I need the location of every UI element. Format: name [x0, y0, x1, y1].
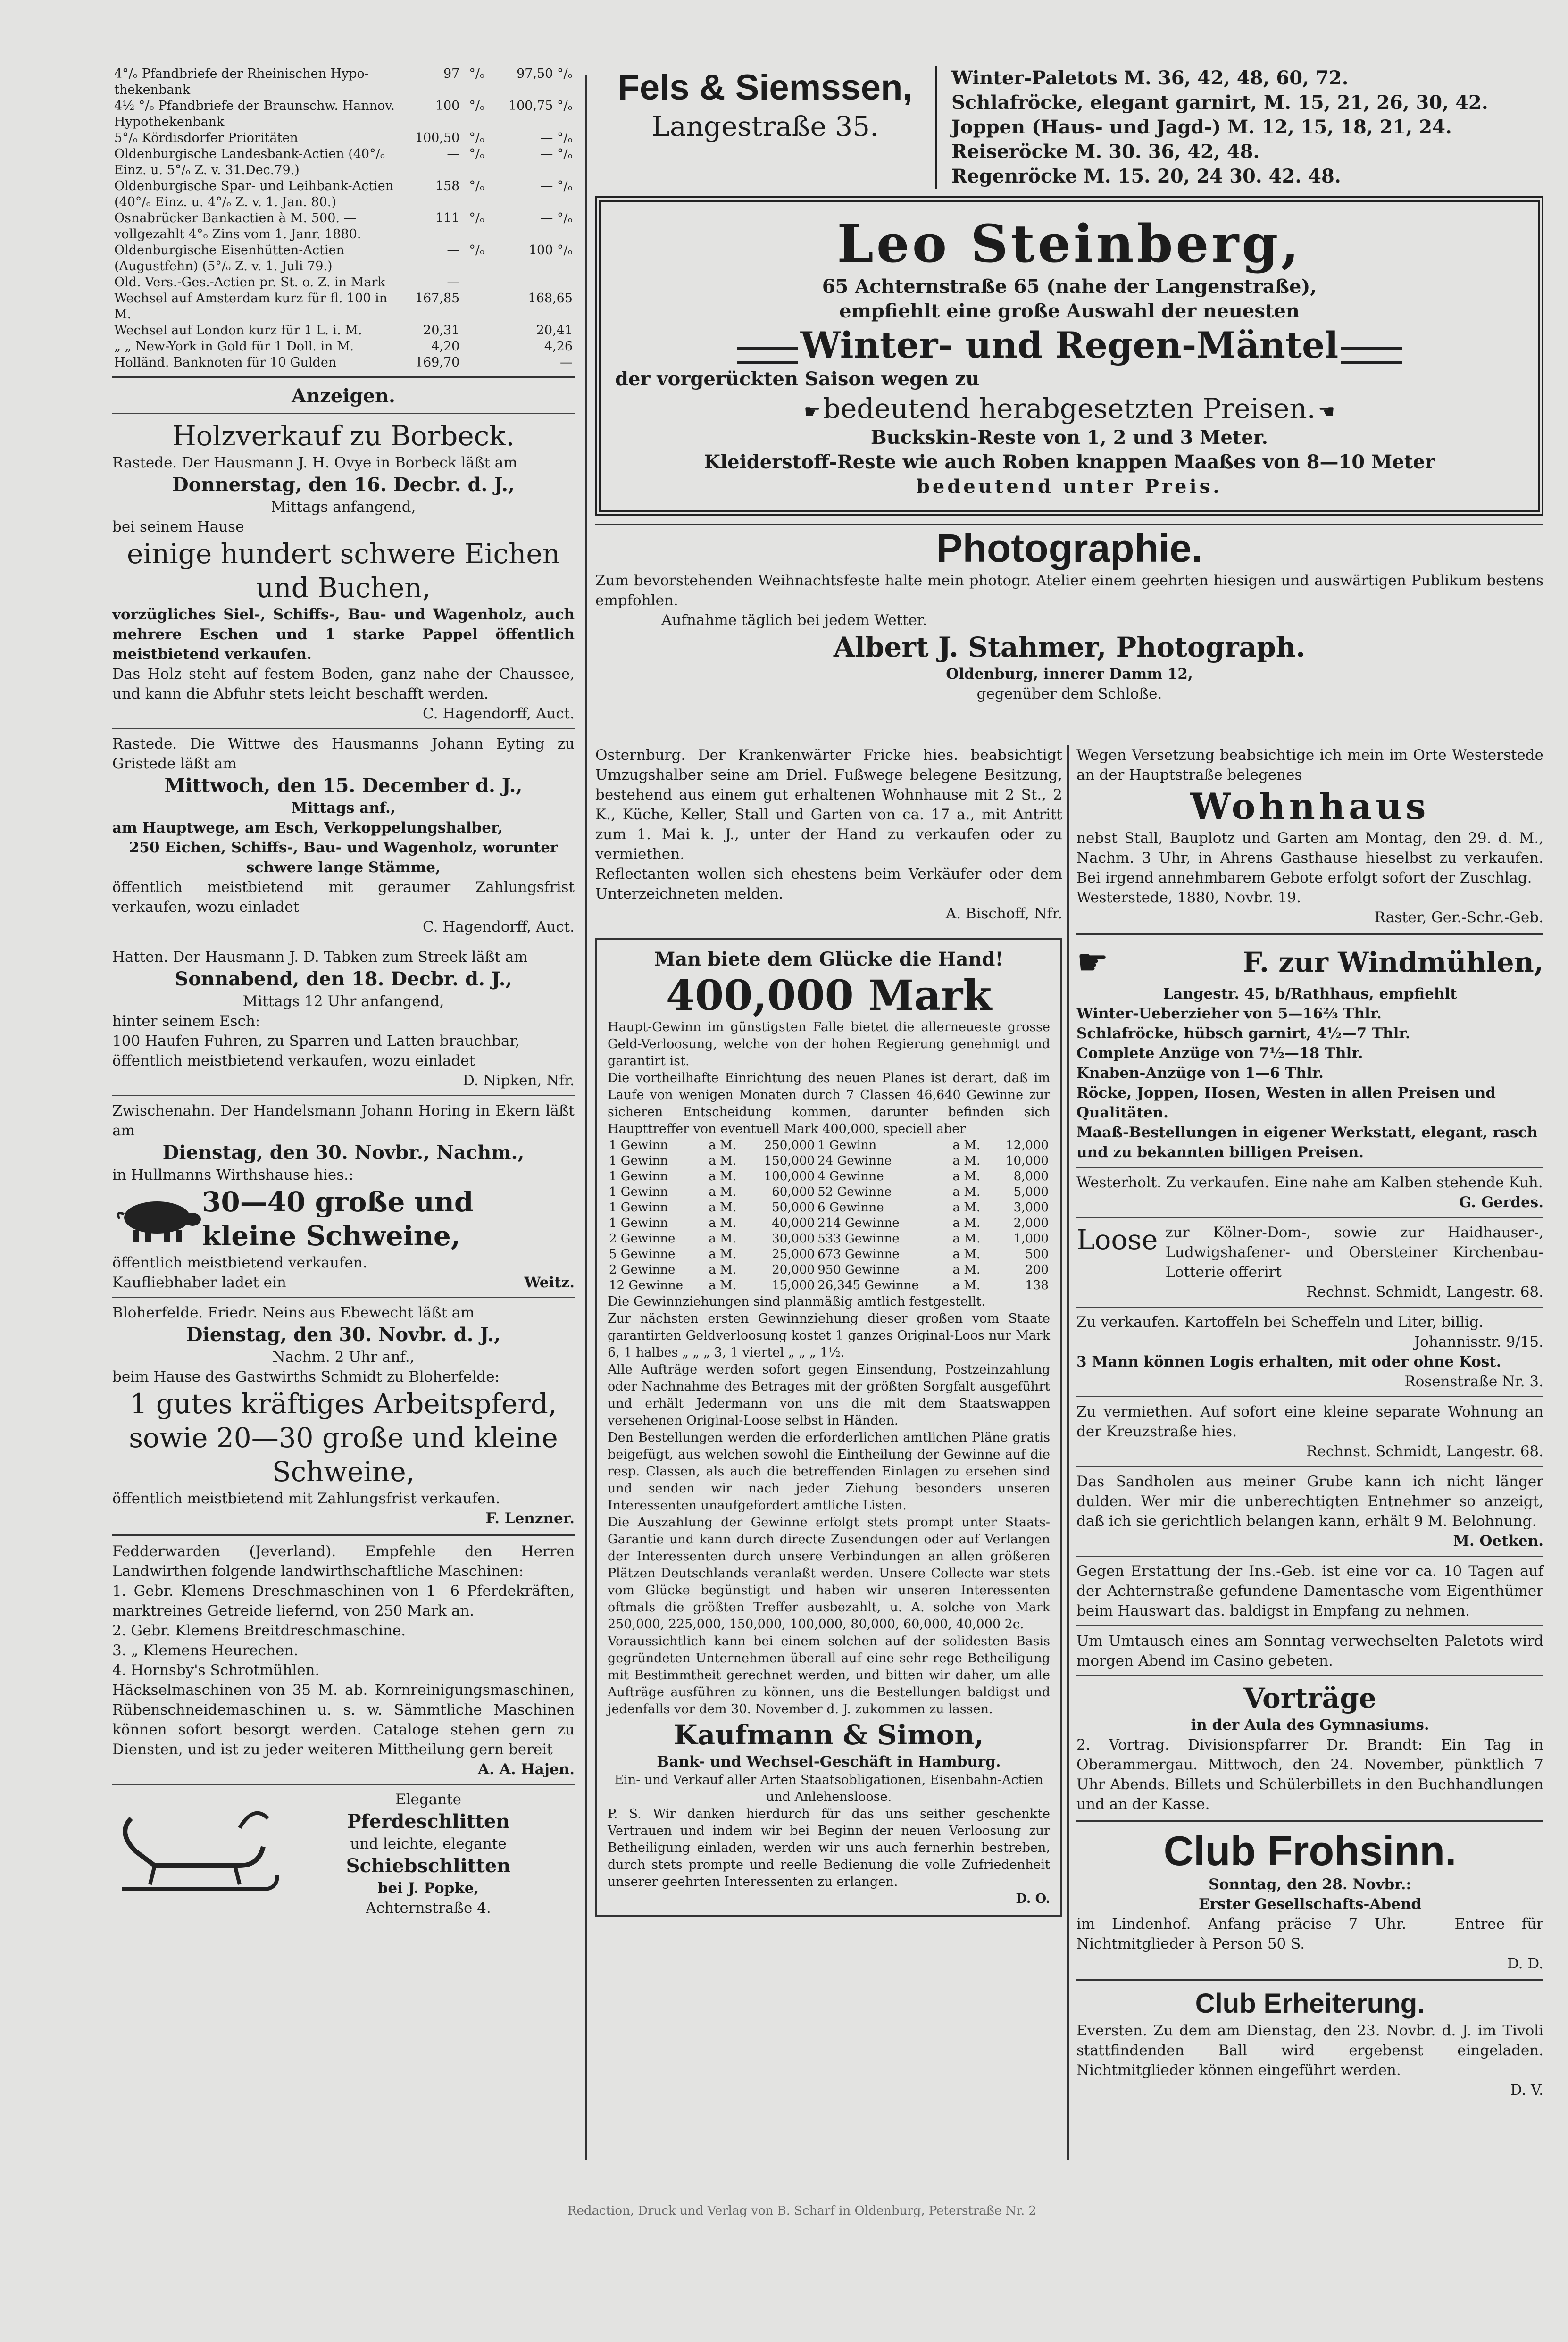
- kurs-cell: 100,75 °/ₒ: [508, 99, 573, 113]
- lottery-prize-row: [608, 1200, 1050, 1216]
- lottery-prize-cell: 6 Gewinne: [817, 1200, 884, 1215]
- kurs-cell: [461, 291, 486, 323]
- kurs-cell: Oldenburgische Landesbank-Actien (40°/ₒ Einz. u. 5°/ₒ Z. v. 31.Dec.79.): [114, 147, 385, 177]
- lottery-prize-cell: 138: [1025, 1278, 1049, 1292]
- kurs-cell: 4,20: [431, 339, 460, 354]
- holz-text-4: Das Holz steht auf festem Boden, ganz nahe der Chaussee, und kann die Abfuhr stets leicht beschafft werden.: [112, 666, 579, 702]
- kurs-cell: — °/ₒ: [540, 131, 573, 145]
- fels-price-item: Winter-Paletots M. 36, 42, 48, 60, 72.: [951, 67, 1349, 89]
- kurs-cell: 168,65: [528, 291, 573, 306]
- leo-price-row: [615, 392, 1524, 425]
- lottery-prize-cell: 2 Gewinne: [609, 1232, 676, 1246]
- photo-address-2: gegenüber dem Schloße.: [976, 685, 1162, 702]
- kurs-row: [112, 275, 575, 291]
- kurs-cell: —: [447, 243, 460, 258]
- lottery-prize-cell: 1 Gewinn: [609, 1200, 668, 1215]
- leo-text-5: Kleiderstoff-Reste wie auch Roben knappen Maaßes von 8—10 Meter: [704, 451, 1435, 473]
- leo-headline-row: [615, 324, 1524, 367]
- ost-text-1: Osternburg. Der Krankenwärter Fricke hies. beabsichtigt Umzugshalber seine am Driel. Fußwege belegene Besitzung, bestehend aus einem gut erhaltenen Wohnhause mit 2 St., 2 K., Küche, Keller, Stall und Garten von ca. 17 a., mit Antritt zum 1. Mai k. J., unter der Hand zu verkaufen oder zu vermiethen.: [595, 747, 1067, 863]
- lottery-prize-row: [608, 1138, 1050, 1153]
- kurs-cell: —: [560, 355, 573, 370]
- zw-date: Dienstag, den 30. Novbr., Nachm.,: [162, 1142, 525, 1164]
- wm-price-item: Complete Anzüge von 7½—18 Thlr.: [1076, 1045, 1363, 1062]
- kurs-cell: °/ₒ: [469, 179, 485, 193]
- blo-time: Nachm. 2 Uhr anf.,: [272, 1349, 415, 1366]
- lottery-prize-cell: 5 Gewinne: [609, 1247, 676, 1261]
- eyting-text-1: Rastede. Die Wittwe des Hausmanns Johann Eyting zu Gristede läßt am: [112, 735, 579, 772]
- lottery-prize-cell: 30,000: [772, 1232, 815, 1246]
- lottery-prize-cell: a M.: [709, 1200, 736, 1215]
- kurs-cell: 4°/ₒ Pfandbriefe der Rheinischen Hypo-thekenbank: [114, 67, 369, 97]
- lottery-prize-cell: 200: [1025, 1263, 1049, 1277]
- lottery-prize-cell: 250,000: [764, 1138, 815, 1152]
- kurs-cell: 100: [435, 99, 460, 113]
- sleigh-line-3: und leichte, elegante: [350, 1835, 507, 1852]
- kurs-cell: °/ₒ: [469, 99, 485, 113]
- holz-text-2: bei seinem Hause: [112, 518, 244, 535]
- lottery-ad: [595, 938, 1062, 1917]
- kurs-cell: °/ₒ: [469, 211, 485, 225]
- kurs-cell: 4,26: [544, 339, 573, 354]
- lottery-prize-cell: a M.: [952, 1278, 981, 1292]
- lottery-signature: D. O.: [1016, 1892, 1050, 1906]
- kart-signature: Johannisstr. 9/15.: [1414, 1334, 1543, 1350]
- wm-name: F. zur Windmühlen,: [1243, 946, 1543, 978]
- holz-text-1: Rastede. Der Hausmann J. H. Ovye in Borbeck läßt am: [112, 454, 517, 471]
- holz-signature: C. Hagendorff, Auct.: [423, 705, 575, 722]
- sleigh-line-2: Pferdeschlitten: [347, 1810, 510, 1833]
- leo-text-6: bedeutend unter Preis.: [916, 475, 1223, 498]
- kurs-row: [112, 291, 575, 323]
- hatten-text-4: öffentlich meistbietend verkaufen, wozu einladet: [112, 1052, 475, 1069]
- kurs-cell: [461, 275, 486, 291]
- eyting-time: Mittags anf.,: [291, 800, 396, 817]
- lottery-text-6: Den Bestellungen werden die erforderlichen amtlichen Pläne gratis beigefügt, aus welchen sowohl die Eintheilung der Gewinne auf die resp. Classen, als auch die betreffenden Einlagen zu ersehen sind und senden wir nach jeder Ziehung besonders unseren Interessenten unaufgefordert amtliche Listen.: [608, 1430, 1050, 1513]
- top-span: [595, 66, 1548, 741]
- blo-headline: 1 gutes kräftiges Arbeitspferd, sowie 20—30 große und kleine Schweine,: [129, 1388, 558, 1488]
- lottery-prize-cell: a M.: [952, 1200, 981, 1215]
- column-rule-2: [1067, 745, 1069, 2160]
- fed-machine-item: 1. Gebr. Klemens Dreschmaschinen von 1—6 Pferdekräften, marktreines Getreide liefernd, von 250 Mark an.: [112, 1583, 579, 1619]
- fed-machine-item: 3. „ Klemens Heurechen.: [112, 1642, 299, 1659]
- fels-price-item: Regenröcke M. 15. 20, 24 30. 42. 48.: [951, 165, 1341, 187]
- eyting-date: Mittwoch, den 15. December d. J.,: [164, 775, 523, 797]
- wm-price-item: Winter-Ueberzieher von 5—16⅔ Thlr.: [1076, 1005, 1382, 1022]
- logis-text: 3 Mann können Logis erhalten, mit oder ohne Kost.: [1076, 1353, 1501, 1370]
- lottery-prize-cell: 1 Gewinn: [609, 1154, 668, 1168]
- kurs-cell: [461, 323, 486, 339]
- sleigh-line-1: Elegante: [395, 1791, 461, 1808]
- kurs-cell: 111: [435, 211, 460, 225]
- holz-date: Donnerstag, den 16. Decbr. d. J.,: [172, 474, 515, 496]
- lottery-prize-cell: a M.: [709, 1169, 736, 1184]
- photo-title: Photographie.: [936, 526, 1203, 570]
- eyting-signature: C. Hagendorff, Auct.: [423, 918, 575, 935]
- lottery-prize-cell: 1 Gewinn: [609, 1216, 668, 1230]
- blo-date: Dienstag, den 30. Novbr. d. J.,: [186, 1324, 501, 1346]
- kurs-row: [112, 323, 575, 339]
- kurs-cell: 20,31: [423, 323, 460, 338]
- double-bar-left-icon: [737, 347, 798, 364]
- kurs-cell: — °/ₒ: [540, 147, 573, 161]
- kurs-row: [112, 178, 575, 210]
- kurs-row: [112, 242, 575, 275]
- printer-footer: Redaction, Druck und Verlag von B. Scharf in Oldenburg, Peterstraße Nr. 2: [567, 2204, 1037, 2218]
- loose-signature: Rechnst. Schmidt, Langestr. 68.: [1306, 1284, 1543, 1300]
- lottery-prize-cell: a M.: [952, 1263, 981, 1277]
- kurs-cell: Wechsel auf Amsterdam kurz für fl. 100 in M.: [114, 291, 388, 322]
- vortraege-subtitle: in der Aula des Gymnasiums.: [1191, 1717, 1429, 1734]
- kurs-cell: Oldenburgische Spar- und Leihbank-Actien (40°/ₒ Einz. u. 4°/ₒ Z. v. 1. Jan. 80.): [114, 179, 394, 209]
- photo-address: Oldenburg, innerer Damm 12,: [946, 666, 1193, 683]
- zw-headline: 30—40 große und kleine Schweine,: [202, 1186, 474, 1252]
- eyting-text-3: 250 Eichen, Schiffs-, Bau- und Wagenholz, worunter schwere lange Stämme,: [129, 839, 563, 876]
- sand-text: Das Sandholen aus meiner Grube kann ich nicht länger dulden. Wer mir die unberechtigten Entnehmer so anzeigt, daß ich sie gerichtlich belangen kann, erhält 9 M. Belohnung.: [1076, 1473, 1548, 1530]
- fels-address: Langestraße 35.: [651, 110, 879, 142]
- lottery-text-5: Alle Aufträge werden sofort gegen Einsendung, Postzeinzahlung oder Nachnahme des Betrages mit der größten Sorgfalt ausgeführt und erhält Jedermann von uns die mit dem Staatswappen versehenen Original-Loose selbst in Händen.: [608, 1362, 1050, 1428]
- lottery-prize-cell: 12,000: [1006, 1138, 1049, 1152]
- kurs-cell: 100,50: [415, 131, 460, 145]
- sleigh-line-4: Schiebschlitten: [346, 1855, 511, 1877]
- blo-text-3: öffentlich meistbietend mit Zahlungsfrist verkaufen.: [112, 1490, 500, 1507]
- kurs-cell: 4½ °/ₒ Pfandbriefe der Braunschw. Hannov. Hypothekenbank: [114, 99, 395, 129]
- double-bar-right-icon: [1341, 347, 1402, 364]
- kurs-row: [112, 355, 575, 371]
- lottery-prize-cell: a M.: [952, 1216, 981, 1230]
- kurs-cell: —: [447, 147, 460, 161]
- loose-headline: Loose: [1076, 1224, 1158, 1256]
- ws-signature: Raster, Ger.-Schr.-Geb.: [1374, 909, 1543, 926]
- lottery-prize-cell: a M.: [709, 1154, 736, 1168]
- leo-text-2: der vorgerückten Saison wegen zu: [615, 368, 980, 390]
- club-erheiterung-signature: D. V.: [1510, 2082, 1543, 2099]
- lottery-prize-cell: 1 Gewinn: [609, 1169, 668, 1184]
- kurs-cell: [461, 355, 486, 371]
- hatten-text-2: hinter seinem Esch:: [112, 1013, 260, 1030]
- middle-column: [595, 745, 1067, 2156]
- kurs-cell: [461, 339, 486, 355]
- leo-steinberg-ad: [595, 196, 1543, 516]
- zw-text-3: öffentlich meistbietend verkaufen.: [112, 1254, 367, 1271]
- dame-text: Gegen Erstattung der Ins.-Geb. ist eine vor ca. 10 Tagen auf der Achternstraße gefundene Damentasche vom Eigenthümer beim Hauswart das. baldigst in Empfang zu nehmen.: [1076, 1563, 1548, 1619]
- lottery-prize-cell: 150,000: [764, 1154, 815, 1168]
- kurs-cell: °/ₒ: [469, 147, 485, 161]
- blo-signature: F. Lenzner.: [485, 1510, 575, 1527]
- kurs-cell: „ „ New-York in Gold für 1 Doll. in M.: [114, 339, 354, 354]
- holz-title: Holzverkauf zu Borbeck.: [172, 420, 515, 452]
- blo-text-1: Bloherfelde. Friedr. Neins aus Ebewecht läßt am: [112, 1304, 475, 1321]
- ws-text-2: nebst Stall, Bauplotz und Garten am Montag, den 29. d. M., Nachm. 3 Uhr, in Ahrens Gasthause hieselbst zu verkaufen. Bei irgend annehmbarem Gebote erfolgt sofort der Zuschlag.: [1076, 830, 1548, 886]
- wm-header: [1076, 941, 1543, 984]
- lottery-prize-cell: 2,000: [1013, 1216, 1049, 1230]
- kurs-cell: Oldenburgische Eisenhütten-Actien (Augustfehn) (5°/ₒ Z. v. 1. Juli 79.): [114, 243, 344, 274]
- lottery-prize-row: [608, 1153, 1050, 1169]
- lottery-prize-cell: 52 Gewinne: [817, 1185, 892, 1199]
- zw-headline-row: [112, 1185, 575, 1253]
- lottery-prize-cell: 40,000: [772, 1216, 815, 1230]
- kurs-cell: — °/ₒ: [540, 179, 573, 193]
- club-erheiterung-title: Club Erheiterung.: [1195, 1988, 1425, 2019]
- kurs-row: [112, 66, 575, 98]
- column-rule-1: [585, 75, 587, 2160]
- lottery-text-4: Zur nächsten ersten Gewinnziehung dieser großen vom Staate garantirten Geldverloosung kostet 1 ganzes Original-Loos nur Mark 6, 1 halbes „ „ „ 3, 1 viertel „ „ „ 1½.: [608, 1311, 1050, 1360]
- lottery-prize-table: [608, 1138, 1050, 1293]
- lottery-prize-cell: a M.: [952, 1247, 981, 1261]
- lottery-prize-cell: 25,000: [772, 1247, 815, 1261]
- zw-text-4: Kaufliebhaber ladet ein: [112, 1274, 286, 1291]
- lottery-prize-cell: 500: [1025, 1247, 1049, 1261]
- ws-text-3: Westerstede, 1880, Novbr. 19.: [1076, 889, 1301, 906]
- hatten-text-3: 100 Haufen Fuhren, zu Sparren und Latten brauchbar,: [112, 1033, 520, 1050]
- lottery-prize-row: [608, 1216, 1050, 1231]
- lottery-prize-cell: 100,000: [764, 1169, 815, 1184]
- lottery-prize-cell: 4 Gewinne: [817, 1169, 884, 1184]
- wh-text: Westerholt. Zu verkaufen. Eine nahe am Kalben stehende Kuh.: [1076, 1174, 1543, 1191]
- sleigh-icon: [112, 1800, 282, 1908]
- sleigh-line-5: bei J. Popke,: [377, 1880, 479, 1897]
- photo-text-2: Aufnahme täglich bei jedem Wetter.: [661, 612, 927, 629]
- lottery-prize-cell: 8,000: [1013, 1169, 1049, 1184]
- pointing-hand-left-icon: ☛: [803, 401, 821, 423]
- lottery-prize-cell: 1 Gewinn: [609, 1138, 668, 1152]
- lottery-prize-cell: 15,000: [772, 1278, 815, 1292]
- kurs-cell: °/ₒ: [469, 243, 485, 258]
- lottery-prize-cell: a M.: [709, 1216, 736, 1230]
- kurs-cell: — °/ₒ: [540, 211, 573, 225]
- lottery-text-8: Voraussichtlich kann bei einem solchen auf der solidesten Basis gegründeten Unternehmen überall auf eine sehr rege Betheiligung mit Bestimmtheit gerechnet werden, und bitten wir daher, um alle Aufträge ausführen zu können, uns die Bestellungen baldigst und jedenfalls vor dem 30. November d. J. zukommen zu lassen.: [608, 1634, 1050, 1717]
- fels-name: Fels & Siemssen,: [617, 67, 913, 108]
- vortraege-title: Vorträge: [1243, 1682, 1376, 1714]
- kurs-cell: Osnabrücker Bankactien à M. 500. — vollgezahlt 4°ₒ Zins vom 1. Janr. 1880.: [114, 211, 361, 242]
- lottery-prize-cell: a M.: [952, 1232, 981, 1246]
- kurs-cell: 20,41: [536, 323, 573, 338]
- club-frohsinn-date: Sonntag, den 28. Novbr.:: [1209, 1876, 1411, 1893]
- kurs-cell: —: [447, 275, 460, 290]
- club-frohsinn-signature: D. D.: [1507, 1955, 1543, 1972]
- lottery-prize-cell: a M.: [952, 1138, 981, 1152]
- lottery-heading: Man biete dem Glücke die Hand!: [654, 948, 1004, 970]
- lottery-prize-cell: 673 Gewinne: [817, 1247, 900, 1261]
- lottery-prize-row: [608, 1247, 1050, 1262]
- left-column: [112, 66, 580, 2184]
- eyting-text-2: am Hauptwege, am Esch, Verkoppelungshalber,: [112, 819, 503, 836]
- lottery-text-9: Ein- und Verkauf aller Arten Staatsobligationen, Eisenbahn-Actien und Anlehensloose.: [614, 1773, 1043, 1804]
- lottery-prize-row: [608, 1262, 1050, 1278]
- leo-headline: Winter- und Regen-Mäntel: [800, 324, 1339, 366]
- kurs-row: [112, 339, 575, 355]
- kurs-cell: [486, 275, 575, 291]
- kurs-cell: °/ₒ: [469, 67, 485, 81]
- club-frohsinn-text: im Lindenhof. Anfang präcise 7 Uhr. — Entree für Nichtmitglieder à Person 50 S.: [1076, 1916, 1548, 1952]
- sleigh-line-6: Achternstraße 4.: [366, 1900, 491, 1917]
- lottery-text-10: P. S. Wir danken hierdurch für das uns seither geschenkte Vertrauen und indem wir bei Beginn der neuen Verloosung zur Betheiligung einladen, werden wir uns auch fernerhin bestreben, durch stets prompte und reelle Bedienung die volle Zufriedenheit unserer geehrten Interessenten zu erlangen.: [608, 1807, 1050, 1889]
- logis-signature: Rosenstraße Nr. 3.: [1404, 1373, 1543, 1390]
- zw-sign-row: [112, 1273, 575, 1292]
- anzeigen-heading: Anzeigen.: [292, 385, 395, 407]
- zw-signature: Weitz.: [524, 1274, 575, 1291]
- hatten-date: Sonnabend, den 18. Decbr. d. J.,: [175, 968, 512, 990]
- lottery-prize-cell: 5,000: [1013, 1185, 1049, 1199]
- fed-machine-item: 4. Hornsby's Schrotmühlen.: [112, 1662, 320, 1679]
- wm-price-item: Schlafröcke, hübsch garnirt, 4½—7 Thlr.: [1076, 1025, 1410, 1042]
- leo-text-3: bedeutend herabgesetzten Preisen.: [823, 392, 1316, 425]
- lottery-prize-cell: a M.: [952, 1169, 981, 1184]
- holz-headline: einige hundert schwere Eichen und Buchen,: [126, 538, 560, 604]
- wh-signature: G. Gerdes.: [1459, 1194, 1543, 1211]
- photo-name: Albert J. Stahmer, Photograph.: [833, 631, 1306, 663]
- lottery-firm: Kaufmann & Simon,: [674, 1719, 984, 1751]
- wm-price-item: Röcke, Joppen, Hosen, Westen in allen Preisen und Qualitäten.: [1076, 1084, 1501, 1121]
- fed-text-1: Fedderwarden (Jeverland). Empfehle den Herren Landwirthen folgende landwirthschaftliche Maschinen:: [112, 1543, 579, 1580]
- kurs-cell: 97: [443, 67, 460, 81]
- lottery-prize-cell: 20,000: [772, 1263, 815, 1277]
- fels-ad: [595, 66, 1543, 189]
- fels-price-item: Schlafröcke, elegant garnirt, M. 15, 21, 26, 30, 42.: [951, 92, 1488, 114]
- umtausch-text: Um Umtausch eines am Sonntag verwechselten Paletots wird morgen Abend im Casino gebeten.: [1076, 1633, 1548, 1669]
- lottery-prize-row: [608, 1184, 1050, 1200]
- wm-price-item: Knaben-Anzüge von 1—6 Thlr.: [1076, 1065, 1324, 1082]
- lottery-prize-cell: 24 Gewinne: [817, 1154, 892, 1168]
- lottery-prize-cell: 950 Gewinne: [817, 1263, 900, 1277]
- leo-text-4: Buckskin-Reste von 1, 2 und 3 Meter.: [870, 426, 1268, 449]
- sand-signature: M. Oetken.: [1453, 1533, 1543, 1550]
- ost-text-2: Reflectanten wollen sich ehestens beim Verkäufer oder dem Unterzeichneten melden.: [595, 866, 1067, 902]
- fed-text-2: Häckselmaschinen von 35 M. ab. Kornreinigungsmaschinen, Rübenschneidemaschinen u. s. w. Sämmtliche Maschinen können sofort besorgt werden. Cataloge stehen gern zu Diensten, und ist zu jeder weiteren Mittheilung gern bereit: [112, 1682, 579, 1758]
- blo-text-2: beim Hause des Gastwirths Schmidt zu Bloherfelde:: [112, 1368, 500, 1385]
- lottery-amount: 400,000 Mark: [666, 971, 992, 1020]
- lottery-prize-cell: a M.: [709, 1247, 736, 1261]
- lottery-prize-cell: 60,000: [772, 1185, 815, 1199]
- kurs-cell: 97,50 °/ₒ: [517, 67, 573, 81]
- zw-text-1: Zwischenahn. Der Handelsmann Johann Horing in Ekern läßt am: [112, 1102, 579, 1139]
- lottery-prize-cell: 26,345 Gewinne: [817, 1278, 919, 1292]
- ost-signature: A. Bischoff, Nfr.: [945, 905, 1062, 922]
- kurs-row: [112, 130, 575, 146]
- lottery-prize-cell: 1,000: [1013, 1232, 1049, 1246]
- verm-text: Zu vermiethen. Auf sofort eine kleine separate Wohnung an der Kreuzstraße hies.: [1076, 1403, 1548, 1440]
- wm-price-list: [1076, 1004, 1543, 1123]
- lottery-prize-cell: 533 Gewinne: [817, 1232, 900, 1246]
- loose-ad: [1076, 1223, 1548, 1282]
- hatten-time: Mittags 12 Uhr anfangend,: [242, 993, 444, 1010]
- kurs-cell: 167,85: [415, 291, 460, 306]
- club-frohsinn-title: Club Frohsinn.: [1163, 1827, 1457, 1874]
- kurs-row: [112, 98, 575, 130]
- pointing-hand-icon: ☛: [1076, 941, 1109, 983]
- ws-text-1: Wegen Versetzung beabsichtige ich mein im Orte Westerstede an der Hauptstraße belegenes: [1076, 747, 1548, 783]
- lottery-prize-cell: 12 Gewinne: [609, 1278, 683, 1292]
- kurs-row: [112, 146, 575, 178]
- lottery-firm-2: Bank- und Wechsel-Geschäft in Hamburg.: [657, 1753, 1001, 1770]
- lottery-prize-cell: 50,000: [772, 1200, 815, 1215]
- kart-text: Zu verkaufen. Kartoffeln bei Scheffeln und Liter, billig.: [1076, 1314, 1484, 1331]
- ws-headline: Wohnhaus: [1190, 785, 1430, 827]
- wm-address: Langestr. 45, b/Rathhaus, empfiehlt: [1163, 985, 1457, 1002]
- holz-time: Mittags anfangend,: [271, 499, 416, 516]
- kurs-cell: Wechsel auf London kurz für 1 L. i. M.: [114, 323, 362, 338]
- fed-signature: A. A. Hajen.: [478, 1761, 575, 1778]
- fels-price-item: Joppen (Haus- und Jagd-) M. 12, 15, 18, 21, 24.: [951, 116, 1452, 138]
- kurs-cell: Old. Vers.-Ges.-Actien pr. St. o. Z. in Mark: [114, 275, 385, 290]
- lottery-prize-cell: a M.: [709, 1232, 736, 1246]
- sleigh-text: [282, 1790, 575, 1918]
- kurs-row: [112, 210, 575, 242]
- fels-price-list: [937, 66, 1543, 189]
- fed-machine-list: [112, 1581, 579, 1680]
- lottery-prize-row: [608, 1278, 1050, 1293]
- fels-left: [595, 66, 937, 189]
- club-frohsinn-event: Erster Gesellschafts-Abend: [1198, 1896, 1422, 1913]
- lottery-prize-cell: 214 Gewinne: [817, 1216, 900, 1230]
- lottery-prize-cell: 1 Gewinn: [609, 1185, 668, 1199]
- kurs-cell: 100 °/ₒ: [528, 243, 573, 258]
- loose-text: zur Kölner-Dom-, sowie zur Haidhauser-, Ludwigshafener- und Obersteiner Kirchenbau-Lotterie offerirt: [1165, 1224, 1548, 1281]
- eyting-text-4: öffentlich meistbietend mit geraumer Zahlungsfrist verkaufen, wozu einladet: [112, 879, 579, 916]
- fels-price-item: Reiseröcke M. 30. 36, 42, 48.: [951, 141, 1260, 163]
- sleigh-ad: [112, 1790, 575, 1918]
- lottery-text-1: Haupt-Gewinn im günstigsten Falle bietet die allerneueste grosse Geld-Verloosung, welche von der hohen Regierung genehmigt und garantirt ist.: [608, 1020, 1050, 1068]
- kurs-cell: 158: [435, 179, 460, 193]
- lottery-prize-cell: a M.: [952, 1185, 981, 1199]
- holz-text-3: vorzügliches Siel-, Schiffs-, Bau- und Wagenholz, auch mehrere Eschen und 1 starke Pappel öffentlich meistbietend verkaufen.: [112, 606, 580, 663]
- lottery-text-2: Die vortheilhafte Einrichtung des neuen Planes ist derart, daß im Laufe von wenigen Monaten durch 7 Classen 46,640 Gewinne zur sicheren Entscheidung kommen, darunter befinden sich Haupttreffer von eventuell Mark 400,000, speciell aber: [608, 1071, 1050, 1136]
- lottery-text-3: Die Gewinnziehungen sind planmäßig amtlich festgestellt.: [608, 1294, 985, 1309]
- lottery-prize-cell: 10,000: [1006, 1154, 1049, 1168]
- hatten-text-1: Hatten. Der Hausmann J. D. Tabken zum Streek läßt am: [112, 949, 528, 966]
- lottery-prize-cell: 2 Gewinne: [609, 1263, 676, 1277]
- hatten-signature: D. Nipken, Nfr.: [462, 1072, 575, 1089]
- lottery-prize-cell: a M.: [709, 1138, 736, 1152]
- lottery-prize-row: [608, 1231, 1050, 1247]
- club-erheiterung-text: Eversten. Zu dem am Dienstag, den 23. Novbr. d. J. im Tivoli stattfindenden Ball wird ergebenst eingeladen. Nichtmitglieder können eingeführt werden.: [1076, 2022, 1548, 2079]
- photo-text-1: Zum bevorstehenden Weihnachtsfeste halte mein photogr. Atelier einem geehrten hiesigen und auswärtigen Publikum bestens empfohlen.: [595, 572, 1548, 609]
- lottery-prize-cell: a M.: [709, 1185, 736, 1199]
- kurs-cell: Holländ. Banknoten für 10 Gulden: [114, 355, 337, 370]
- zw-text-2: in Hullmanns Wirthshause hies.:: [112, 1167, 354, 1184]
- vortraege-text: 2. Vortrag. Divisionspfarrer Dr. Brandt: Ein Tag in Oberammergau. Mittwoch, den 24. November, pünktlich 7 Uhr Abends. Billets und Schülerbillets in den Buchhandlungen und an der Kasse.: [1076, 1736, 1548, 1813]
- kurs-cell: 5°/ₒ Kördisdorfer Prioritäten: [114, 131, 298, 145]
- lottery-prize-row: [608, 1169, 1050, 1184]
- fed-machine-item: 2. Gebr. Klemens Breitdreschmaschine.: [112, 1622, 406, 1639]
- lottery-prize-cell: a M.: [709, 1263, 736, 1277]
- leo-address: 65 Achternstraße 65 (nahe der Langenstraße),: [822, 275, 1317, 298]
- pig-icon: [112, 1193, 202, 1245]
- leo-name: Leo Steinberg,: [837, 213, 1302, 274]
- exchange-rate-table: [112, 66, 575, 371]
- pointing-hand-right-icon: ☚: [1318, 401, 1335, 423]
- lottery-prize-cell: a M.: [709, 1278, 736, 1292]
- kurs-cell: °/ₒ: [469, 131, 485, 145]
- lottery-prize-cell: 3,000: [1013, 1200, 1049, 1215]
- lottery-text-7: Die Auszahlung der Gewinne erfolgt stets prompt unter Staats-Garantie und kann durch directe Zusendungen oder auf Verlangen der Interessenten durch unsere Verbindungen an allen größeren Plätzen Deutschlands veranlaßt werden. Unsere Collecte war stets vom Glücke begünstigt und haben wir unseren Interessenten oftmals die größten Treffer ausbezahlt, u. A. solche von Mark 250,000, 225,000, 150,000, 100,000, 80,000, 60,000, 40,000 2c.: [608, 1515, 1050, 1632]
- right-column: [1076, 745, 1548, 2156]
- verm-signature: Rechnst. Schmidt, Langestr. 68.: [1306, 1443, 1543, 1460]
- leo-text-1: empfiehlt eine große Auswahl der neuesten: [839, 300, 1300, 322]
- kurs-cell: 169,70: [415, 355, 460, 370]
- wm-text-2: Maaß-Bestellungen in eigener Werkstatt, elegant, rasch und zu bekannten billigen Preisen.: [1076, 1124, 1543, 1161]
- lottery-prize-cell: a M.: [952, 1154, 981, 1168]
- lottery-prize-cell: 1 Gewinn: [817, 1138, 877, 1152]
